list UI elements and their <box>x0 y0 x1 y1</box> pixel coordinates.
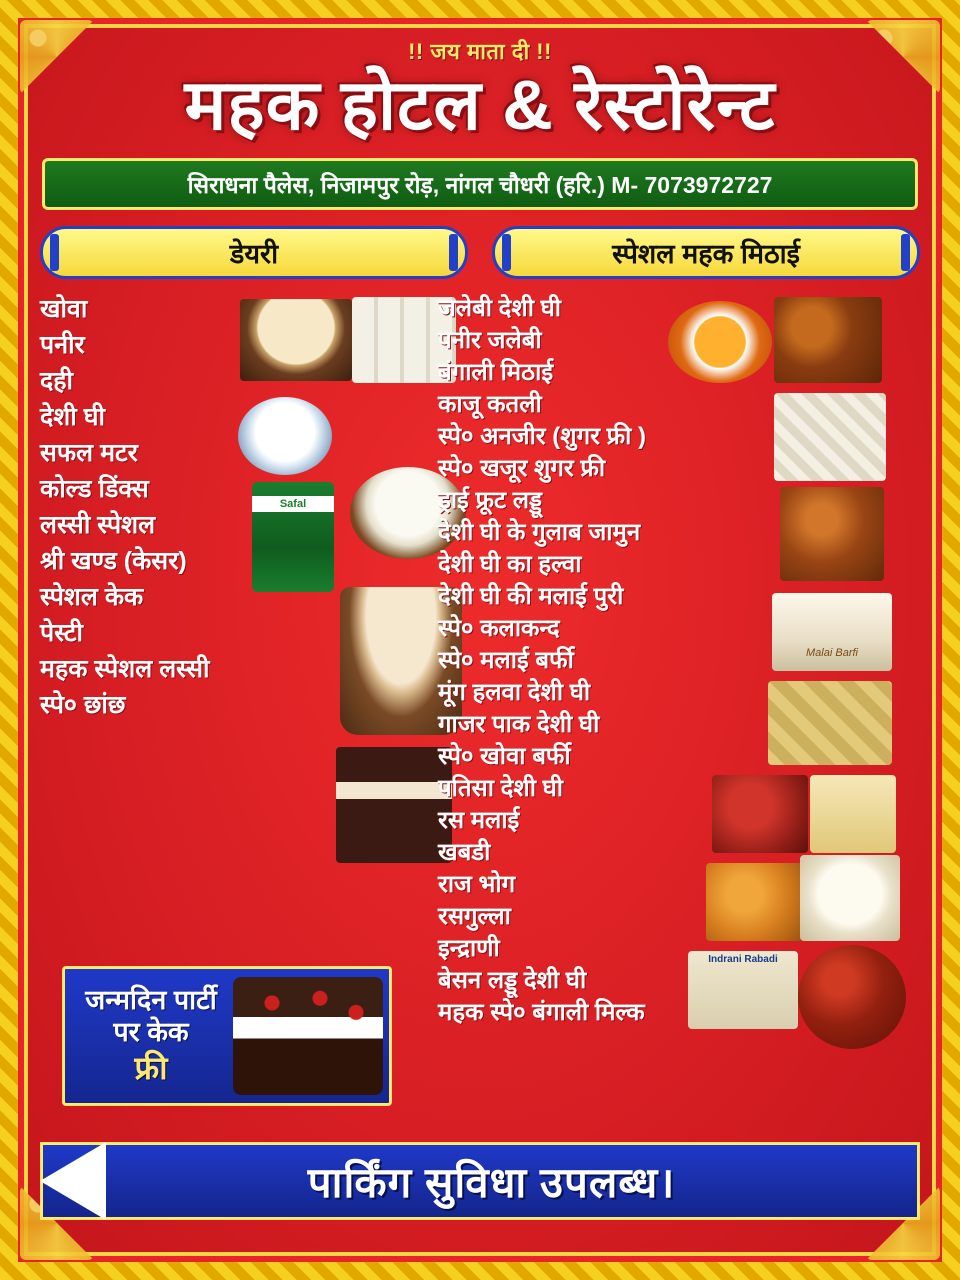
list-item: देशी घी के गुलाब जामुन <box>438 518 641 546</box>
list-item: पेस्टी <box>40 618 84 647</box>
list-item: देशी घी का हल्वा <box>438 550 582 578</box>
section-heading-dairy: डेयरी <box>40 226 468 279</box>
birthday-offer-box <box>62 966 392 1106</box>
list-item: स्पे० खजूर शुगर फ्री <box>438 454 606 482</box>
pastry-cake-photo <box>336 747 452 863</box>
list-item: स्पे० अनजीर (शुगर फ्री ) <box>438 422 646 450</box>
list-item: इन्द्राणी <box>438 934 500 962</box>
list-item: पनीर <box>40 330 85 359</box>
sweets-column <box>438 294 920 1033</box>
parking-text: पार्किंग सुविधा उपलब्ध। <box>307 1158 676 1206</box>
list-item: श्री खण्ड (केसर) <box>40 546 187 575</box>
list-item: लस्सी स्पेशल <box>40 510 156 539</box>
safal-packet-label: Safal <box>252 496 334 512</box>
list-item: राज भोग <box>438 870 516 898</box>
section-heading-sweets: स्पेशल महक मिठाई <box>492 226 920 279</box>
offer-line-2: पर केक <box>113 1017 189 1048</box>
list-item: मूंग हलवा देशी घी <box>438 678 591 706</box>
poster-content <box>18 18 942 1262</box>
phone-number: M- 7073972727 <box>611 171 773 198</box>
birthday-cake-photo <box>233 977 383 1095</box>
left-arrow-icon <box>40 1142 106 1220</box>
list-item: खोवा <box>40 294 88 323</box>
list-item: स्पे० खोवा बर्फी <box>438 742 571 770</box>
list-item: बेसन लड्डू देशी घी <box>438 966 587 994</box>
list-item: सफल मटर <box>40 438 138 467</box>
list-item: कोल्ड डिंक्स <box>40 474 149 503</box>
list-item: पतिसा देशी घी <box>438 774 563 802</box>
offer-line-1: जन्मदिन पार्टी <box>85 984 217 1015</box>
tagline: !! जय माता दी !! <box>408 39 552 64</box>
list-item: काजू कतली <box>438 390 542 418</box>
section-headings <box>40 226 920 279</box>
list-item: रस मलाई <box>438 806 520 834</box>
list-item: देशी घी की मलाई पुरी <box>438 582 624 610</box>
list-item: खबडी <box>438 838 491 866</box>
list-item: स्पे० छांछ <box>40 690 126 719</box>
address-bar <box>42 158 918 210</box>
parking-banner <box>40 1142 920 1220</box>
list-item: स्पे० मलाई बर्फी <box>438 646 574 674</box>
offer-line-3: फ्री <box>134 1050 168 1087</box>
malai-barfi-caption: Malai Barfi <box>806 646 858 659</box>
dairy-column <box>40 294 420 1033</box>
list-item: स्पेशल केक <box>40 582 144 611</box>
list-item: महक स्पेशल लस्सी <box>40 654 210 683</box>
list-item: रसगुल्ला <box>438 902 511 930</box>
page-title: महक होटल & रेस्टोरेन्ट <box>184 66 776 144</box>
list-item: बंगाली मिठाई <box>438 358 554 386</box>
list-item: देशी घी <box>40 402 105 431</box>
address-text: सिराधना पैलेस, निजामपुर रोड़, नांगल चौधरी (हरि.) <box>187 171 605 198</box>
list-item: महक स्पे० बंगाली मिल्क <box>438 998 645 1026</box>
list-item: गाजर पाक देशी घी <box>438 710 600 738</box>
menu-columns <box>40 294 920 1033</box>
list-item: दही <box>40 366 74 395</box>
list-item: स्पे० कलाकन्द <box>438 614 560 642</box>
list-item: जलेबी देशी घी <box>438 294 562 322</box>
list-item: पनीर जलेबी <box>438 326 542 354</box>
list-item: ड्राई फ्रूट लड्डू <box>438 486 543 514</box>
indrani-caption: Indrani Rabadi <box>708 953 778 965</box>
offer-text <box>65 984 233 1089</box>
